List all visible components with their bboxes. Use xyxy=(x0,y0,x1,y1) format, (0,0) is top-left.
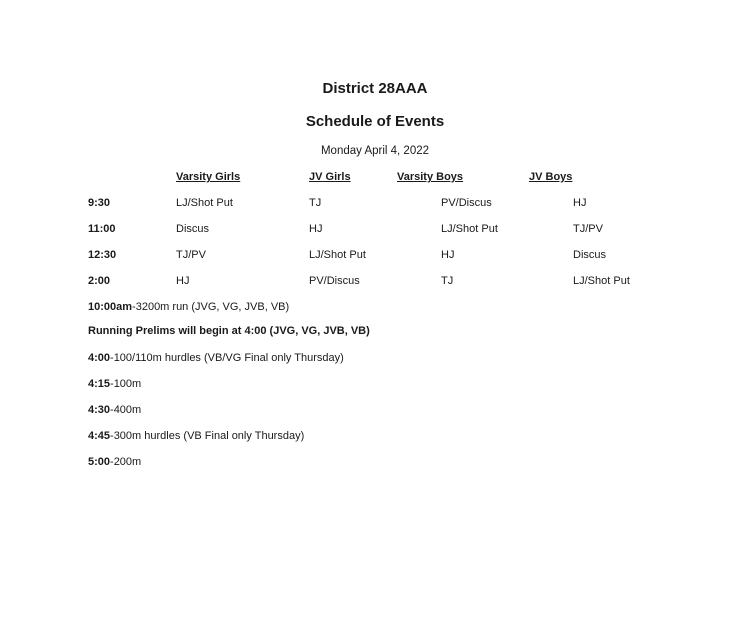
row-cell: HJ xyxy=(176,275,190,287)
note-time: 5:00 xyxy=(88,456,111,468)
note-hurdles-100-110 xyxy=(88,352,344,364)
row-cell: TJ/PV xyxy=(573,223,603,235)
note-text: -100m xyxy=(110,378,142,390)
note-time: 4:15 xyxy=(88,378,111,390)
note-text: -100/110m hurdles (VB/VG Final only Thursday) xyxy=(110,352,344,364)
row-cell: LJ/Shot Put xyxy=(176,197,233,209)
note-time: 4:45 xyxy=(88,430,111,442)
row-cell: LJ/Shot Put xyxy=(573,275,630,287)
page-title: District 28AAA xyxy=(322,80,428,97)
row-time: 2:00 xyxy=(88,275,111,287)
row-cell: TJ/PV xyxy=(176,249,206,261)
note-100m xyxy=(88,378,141,390)
column-header-varsity-boys: Varsity Boys xyxy=(397,171,464,183)
note-300m-hurdles xyxy=(88,430,304,442)
row-cell: Discus xyxy=(573,249,607,261)
row-cell: HJ xyxy=(573,197,587,209)
row-time: 11:00 xyxy=(88,223,116,235)
row-cell: LJ/Shot Put xyxy=(441,223,498,235)
row-cell: Discus xyxy=(176,223,210,235)
note-time: 10:00am xyxy=(88,301,133,313)
note-text: -300m hurdles (VB Final only Thursday) xyxy=(110,430,305,442)
row-cell: PV/Discus xyxy=(441,197,492,209)
row-cell: HJ xyxy=(441,249,455,261)
note-time: 4:30 xyxy=(88,404,111,416)
note-200m xyxy=(88,456,141,468)
note-time: 4:00 xyxy=(88,352,111,364)
note-text: -400m xyxy=(110,404,142,416)
row-cell: PV/Discus xyxy=(309,275,360,287)
note-text: -3200m run (JVG, VG, JVB, VB) xyxy=(132,301,290,313)
note-text: -200m xyxy=(110,456,142,468)
event-date: Monday April 4, 2022 xyxy=(320,145,430,157)
note-time: Running Prelims will begin at 4:00 (JVG, VG, JVB, VB) xyxy=(88,325,370,337)
column-header-jv-boys: JV Boys xyxy=(529,171,573,183)
row-cell: TJ xyxy=(309,197,322,209)
note-400m xyxy=(88,404,141,416)
column-header-varsity-girls: Varsity Girls xyxy=(176,171,241,183)
column-header-jv-girls: JV Girls xyxy=(309,171,351,183)
row-cell: HJ xyxy=(309,223,323,235)
row-cell: LJ/Shot Put xyxy=(309,249,366,261)
note-running-prelims xyxy=(88,325,370,337)
page-subtitle: Schedule of Events xyxy=(305,113,445,130)
note-3200m xyxy=(88,301,289,313)
row-time: 9:30 xyxy=(88,197,111,209)
row-time: 12:30 xyxy=(88,249,117,261)
row-cell: TJ xyxy=(441,275,454,287)
